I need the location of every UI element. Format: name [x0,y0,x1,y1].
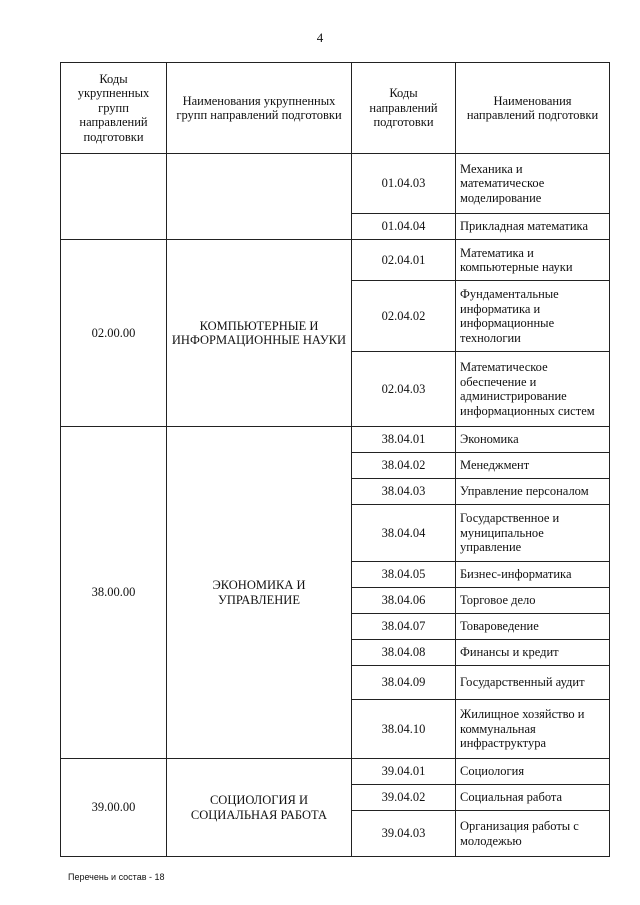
table-row [61,427,610,453]
group-code [61,154,167,240]
group-code: 39.00.00 [61,759,167,857]
direction-name: Фундаментальные информатика и информационные технологии [456,281,610,352]
direction-code: 39.04.01 [352,759,456,785]
group-name: КОМПЬЮТЕРНЫЕ И ИНФОРМАЦИОННЫЕ НАУКИ [167,240,352,427]
direction-code: 02.04.02 [352,281,456,352]
direction-name: Товароведение [456,614,610,640]
direction-code: 38.04.02 [352,453,456,479]
header-group-name: Наименования укрупненных групп направлений подготовки [167,63,352,154]
table-row [61,240,610,281]
direction-code: 38.04.01 [352,427,456,453]
direction-code: 38.04.10 [352,700,456,759]
direction-code: 39.04.02 [352,785,456,811]
group-code: 02.00.00 [61,240,167,427]
direction-name: Менеджмент [456,453,610,479]
direction-name: Торговое дело [456,588,610,614]
table-row [61,154,610,214]
direction-name: Государственный аудит [456,666,610,700]
direction-name: Государственное и муниципальное управление [456,505,610,562]
direction-name: Механика и математическое моделирование [456,154,610,214]
table-header-row [61,63,610,154]
direction-code: 39.04.03 [352,811,456,857]
direction-code: 38.04.09 [352,666,456,700]
group-name [167,154,352,240]
directions-table [60,62,610,857]
direction-code: 38.04.08 [352,640,456,666]
page-number: 4 [316,30,324,45]
direction-name: Экономика [456,427,610,453]
direction-name: Организация работы с молодежью [456,811,610,857]
direction-code: 02.04.03 [352,352,456,427]
header-direction-name: Наименования направлений подготовки [456,63,610,154]
direction-name: Управление персоналом [456,479,610,505]
direction-code: 01.04.03 [352,154,456,214]
group-name: СОЦИОЛОГИЯ И СОЦИАЛЬНАЯ РАБОТА [167,759,352,857]
direction-name: Математическое обеспечение и администрирование информационных систем [456,352,610,427]
direction-name: Жилищное хозяйство и коммунальная инфраструктура [456,700,610,759]
direction-name: Математика и компьютерные науки [456,240,610,281]
direction-code: 02.04.01 [352,240,456,281]
direction-code: 38.04.07 [352,614,456,640]
direction-name: Социальная работа [456,785,610,811]
direction-name: Прикладная математика [456,214,610,240]
direction-code: 38.04.04 [352,505,456,562]
direction-name: Бизнес-информатика [456,562,610,588]
group-code: 38.00.00 [61,427,167,759]
header-group-code: Коды укрупненных групп направлений подготовки [61,63,167,154]
direction-code: 38.04.06 [352,588,456,614]
direction-name: Финансы и кредит [456,640,610,666]
header-direction-code: Коды направлений подготовки [352,63,456,154]
direction-name: Социология [456,759,610,785]
table-row [61,759,610,785]
direction-code: 38.04.03 [352,479,456,505]
direction-code: 01.04.04 [352,214,456,240]
group-name: ЭКОНОМИКА И УПРАВЛЕНИЕ [167,427,352,759]
footer-note: Перечень и состав - 18 [68,872,165,882]
direction-code: 38.04.05 [352,562,456,588]
